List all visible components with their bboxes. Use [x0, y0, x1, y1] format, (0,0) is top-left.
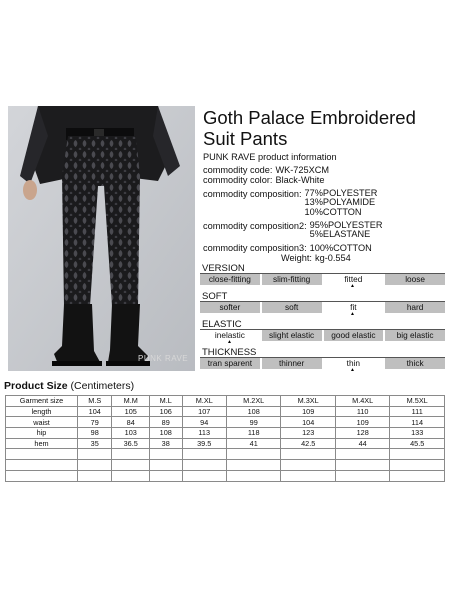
- measure-value-cell: [78, 449, 112, 460]
- composition2-label: commodity composition2:: [203, 220, 307, 231]
- size-table-header: M.L: [149, 396, 182, 407]
- measure-value-cell: [112, 460, 150, 471]
- measure-value-cell: 84: [112, 417, 150, 428]
- measure-value-cell: 109: [335, 417, 389, 428]
- measure-value-cell: 108: [226, 406, 280, 417]
- measure-label-cell: [6, 460, 78, 471]
- selection-indicator-icon: ▲: [350, 367, 355, 373]
- composition-line: 77%POLYESTER: [304, 187, 378, 198]
- code-value: WK-725XCM: [275, 164, 330, 175]
- table-row: [6, 460, 445, 471]
- measure-value-cell: 110: [335, 406, 389, 417]
- attribute-option: slight elastic: [262, 330, 322, 341]
- attribute-option: hard: [385, 302, 445, 313]
- attribute-version: [200, 264, 445, 290]
- measure-value-cell: [226, 470, 280, 481]
- info-composition-row: [203, 189, 443, 218]
- size-table-title: [4, 380, 134, 392]
- composition3-label: commodity composition3:: [203, 242, 307, 253]
- attribute-option: good elastic: [324, 330, 384, 341]
- color-label: commodity color:: [203, 175, 273, 186]
- measure-value-cell: 103: [112, 428, 150, 439]
- measure-value-cell: 104: [78, 406, 112, 417]
- attribute-option: big elastic: [385, 330, 445, 341]
- size-table-title-bold: Product Size: [4, 380, 68, 392]
- measure-value-cell: 35: [78, 438, 112, 449]
- measure-value-cell: 38: [149, 438, 182, 449]
- info-composition2-row: [203, 221, 443, 240]
- composition2-line: 95%POLYESTER: [309, 219, 383, 230]
- measure-value-cell: [182, 460, 226, 471]
- attribute-option-selected: inelastic: [200, 330, 260, 341]
- code-label: commodity code:: [203, 164, 273, 175]
- size-table-header: M.5XL: [390, 396, 445, 407]
- size-table-header: M.S: [78, 396, 112, 407]
- measure-value-cell: 94: [182, 417, 226, 428]
- measure-value-cell: 36.5: [112, 438, 150, 449]
- attribute-option: softer: [200, 302, 260, 313]
- attribute-options: [200, 274, 445, 285]
- measure-value-cell: 45.5: [390, 438, 445, 449]
- measure-value-cell: [281, 470, 335, 481]
- attribute-options: [200, 302, 445, 313]
- measure-value-cell: 41: [226, 438, 280, 449]
- measure-value-cell: [149, 460, 182, 471]
- composition3-value: 100%COTTON: [309, 242, 372, 253]
- info-color-row: [203, 175, 443, 186]
- composition2-line: 5%ELASTANE: [309, 229, 371, 240]
- table-row: [6, 406, 445, 417]
- table-row: [6, 417, 445, 428]
- size-table-header: M.M: [112, 396, 150, 407]
- size-table-header: Garment size: [6, 396, 78, 407]
- attribute-thickness: [200, 348, 445, 374]
- measure-value-cell: [390, 449, 445, 460]
- measure-value-cell: 107: [182, 406, 226, 417]
- measure-value-cell: 108: [149, 428, 182, 439]
- attribute-label: SOFT: [200, 292, 445, 302]
- watermark-text: PUNK RAVE: [138, 354, 189, 363]
- size-table-header: M.XL: [182, 396, 226, 407]
- measure-value-cell: [182, 470, 226, 481]
- selection-indicator-icon: ▲: [350, 311, 355, 317]
- measure-value-cell: 111: [390, 406, 445, 417]
- measure-value-cell: [78, 470, 112, 481]
- product-info: [203, 152, 443, 264]
- measure-value-cell: [226, 460, 280, 471]
- attribute-options: [200, 330, 445, 341]
- composition-label: commodity composition:: [203, 188, 302, 199]
- measure-value-cell: [78, 460, 112, 471]
- measure-value-cell: 39.5: [182, 438, 226, 449]
- color-value: Black-White: [275, 175, 325, 186]
- attribute-option-selected: thin: [324, 358, 384, 369]
- measure-value-cell: [335, 460, 389, 471]
- attribute-label: THICKNESS: [200, 348, 445, 358]
- attribute-option: loose: [385, 274, 445, 285]
- size-table-header: M.2XL: [226, 396, 280, 407]
- composition-value: [305, 189, 378, 218]
- measure-label-cell: [6, 449, 78, 460]
- measure-label-cell: length: [6, 406, 78, 417]
- measure-value-cell: [112, 470, 150, 481]
- measure-value-cell: 104: [281, 417, 335, 428]
- size-table-header: M.3XL: [281, 396, 335, 407]
- selection-indicator-icon: ▲: [350, 283, 355, 289]
- attribute-option: thinner: [262, 358, 322, 369]
- measure-value-cell: [390, 470, 445, 481]
- measure-value-cell: 44: [335, 438, 389, 449]
- measure-value-cell: [335, 470, 389, 481]
- measure-value-cell: 123: [281, 428, 335, 439]
- model-illustration: [8, 106, 195, 371]
- size-table-title-unit: (Centimeters): [67, 380, 135, 392]
- attribute-options: [200, 358, 445, 369]
- measure-value-cell: [390, 460, 445, 471]
- attribute-option: tran sparent: [200, 358, 260, 369]
- info-code-row: [203, 165, 443, 176]
- table-row: [6, 470, 445, 481]
- attribute-option: soft: [262, 302, 322, 313]
- info-composition3-row: [203, 243, 443, 254]
- measure-value-cell: 133: [390, 428, 445, 439]
- measure-value-cell: 113: [182, 428, 226, 439]
- measure-value-cell: 114: [390, 417, 445, 428]
- measure-value-cell: 106: [149, 406, 182, 417]
- measure-label-cell: waist: [6, 417, 78, 428]
- table-row: [6, 438, 445, 449]
- attribute-label: ELASTIC: [200, 320, 445, 330]
- measure-label-cell: [6, 470, 78, 481]
- attribute-label: VERSION: [200, 264, 445, 274]
- attribute-option-selected: fit: [324, 302, 384, 313]
- table-row: [6, 449, 445, 460]
- selection-indicator-icon: ▲: [227, 339, 232, 345]
- size-table-header: M.4XL: [335, 396, 389, 407]
- measure-value-cell: [226, 449, 280, 460]
- measure-value-cell: 79: [78, 417, 112, 428]
- measure-value-cell: 42.5: [281, 438, 335, 449]
- measure-value-cell: 89: [149, 417, 182, 428]
- attribute-soft: [200, 292, 445, 318]
- composition2-value: [310, 221, 383, 240]
- measure-value-cell: [335, 449, 389, 460]
- attribute-option: close-fitting: [200, 274, 260, 285]
- measure-value-cell: [149, 470, 182, 481]
- info-header: PUNK RAVE product information: [203, 152, 337, 162]
- attribute-option: thick: [385, 358, 445, 369]
- table-row: [6, 428, 445, 439]
- measure-value-cell: [182, 449, 226, 460]
- size-table-header-row: [6, 396, 445, 407]
- measure-value-cell: [149, 449, 182, 460]
- measure-value-cell: 105: [112, 406, 150, 417]
- weight-label: Weight:: [281, 253, 312, 264]
- size-table-body: [6, 406, 445, 481]
- attribute-option-selected: fitted: [324, 274, 384, 285]
- measure-value-cell: 128: [335, 428, 389, 439]
- attribute-elastic: [200, 320, 445, 346]
- product-photo: [8, 106, 195, 371]
- measure-value-cell: [281, 460, 335, 471]
- measure-value-cell: [112, 449, 150, 460]
- measure-value-cell: 109: [281, 406, 335, 417]
- measure-value-cell: [281, 449, 335, 460]
- measure-value-cell: 99: [226, 417, 280, 428]
- measure-value-cell: 118: [226, 428, 280, 439]
- size-table: [5, 395, 445, 482]
- composition-line: 13%POLYAMIDE: [304, 197, 376, 208]
- measure-label-cell: hip: [6, 428, 78, 439]
- measure-value-cell: 98: [78, 428, 112, 439]
- attribute-option: slim-fitting: [262, 274, 322, 285]
- measure-label-cell: hem: [6, 438, 78, 449]
- weight-value: kg-0.554: [314, 253, 351, 264]
- product-title: Goth Palace Embroidered Suit Pants: [203, 107, 416, 149]
- composition-line: 10%COTTON: [304, 206, 362, 217]
